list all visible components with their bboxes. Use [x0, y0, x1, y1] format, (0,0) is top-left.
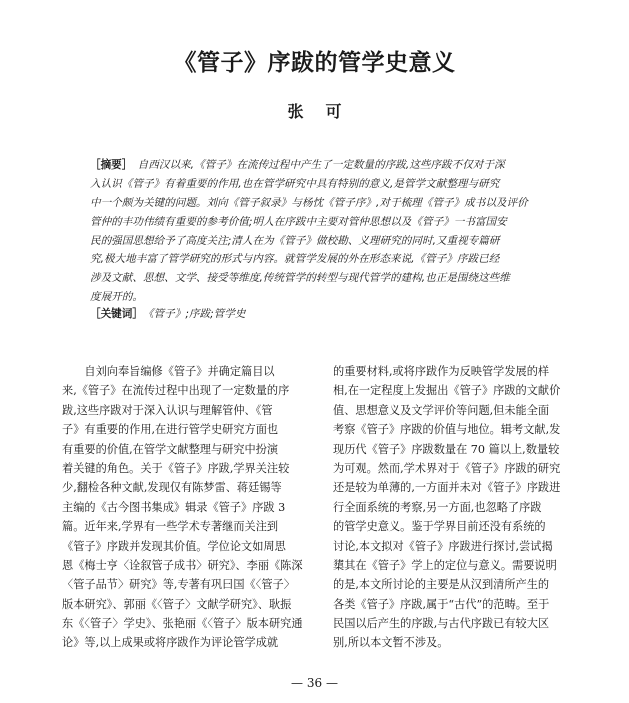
author-name	[0, 99, 629, 122]
body-line: 的重要材料,或将序跋作为反映管学发展的样	[333, 365, 550, 378]
article-title: 《管子》序跋的管学史意义	[173, 50, 456, 76]
abstract-line: 管仲的丰功伟绩有重要的参考价值;明人在序跋中主要对管仲思想以及《管子》一书富国安	[90, 215, 507, 228]
body-line: 〈管子品节〉研究》等,专著有巩曰国《〈管子〉	[62, 578, 295, 592]
body-column-right	[333, 362, 578, 653]
abstract-line: 中一个颇为关键的问题。刘向《管子叙录》与杨忱《管子序》,对于梳理《管子》成书以及评价	[90, 196, 528, 209]
author-surname: 张	[287, 102, 304, 121]
abstract-label: ［摘要］	[90, 159, 128, 171]
page-number: — 36 —	[291, 676, 338, 690]
body-line: 现历代《管子》序跋数量在 70 篇以上,数量较	[333, 442, 560, 456]
body-line: 民国以后产生的序跋,与古代序跋已有较大区	[333, 617, 550, 631]
body-line: 主编的《古今图书集成》辑录《管子》序跋 3	[62, 500, 286, 514]
abstract-line: ［摘要］ 自西汉以来,《管子》在流传过程中产生了一定数量的序跋,这些序跋不仅对于深	[90, 159, 505, 171]
body-line: 版本研究》、郭丽《〈管子〉文献学研究》、耿振	[62, 597, 292, 611]
body-line: 行全面系统的考察,另一方面,也忽略了序跋	[333, 500, 542, 514]
body-line: 的是,本文所讨论的主要是从汉到清所产生的	[333, 578, 550, 592]
abstract-line: 涉及文献、思想、文学、接受等维度,传统管学的转型与现代管学的建构,也正是围绕这些维	[90, 272, 510, 285]
body-line: 子》有重要的作用,在进行管学史研究方面也	[62, 423, 279, 437]
keywords-text: 《管子》;序跋;管学史	[148, 308, 246, 320]
body-line: 别,所以本文暂不涉及。	[333, 636, 449, 650]
body-line: 为可观。然而,学术界对于《管子》序跋的研究	[333, 461, 561, 475]
body-line: 各类《管子》序跋,属于“古代”的范畴。至于	[333, 597, 550, 611]
body-column-left	[62, 362, 307, 653]
body-line: 还是较为单薄的,一方面并未对《管子》序跋进	[333, 481, 561, 495]
body-line: 《管子》序跋并发现其价值。学位论文如周思	[62, 539, 286, 553]
body-line: 着关键的角色。关于《管子》序跋,学界关注较	[62, 461, 290, 475]
keywords	[90, 305, 568, 323]
keywords-label: ［关键词］	[90, 308, 138, 320]
body-line: 来,《管子》在流传过程中出现了一定数量的序	[62, 384, 290, 398]
abstract-line: 度展开的。	[90, 291, 143, 304]
body-line: 少,翻检各种文献,发现仅有陈梦雷、蒋廷锡等	[62, 481, 282, 495]
body-line: 有重要的价值,在管学文献整理与研究中扮演	[62, 442, 279, 456]
body-line: 论》等,以上成果或将序跋作为评论管学成就	[62, 636, 279, 650]
body-line: 东《〈管子〉学史》、张艳丽《〈管子〉版本研究通	[62, 617, 303, 631]
abstract-line: 民的强国思想给予了高度关注;清人在为《管子》做校勘、义理研究的同时,又重视专篇研	[90, 234, 500, 247]
abstract-line: 究,极大地丰富了管学研究的形式与内容。就管学发展的外在形态来说,《管子》序跋已经	[90, 253, 500, 266]
body-line: 值、思想意义及文学评价等问题,但未能全面	[333, 403, 550, 417]
body-line: 的管学史意义。鉴于学界目前还没有系统的	[333, 520, 546, 534]
body-line: 考察《管子》序跋的价值与地位。辑考文献,发	[333, 423, 561, 437]
body-line: 自刘向奉旨编修《管子》并确定篇目以	[62, 365, 275, 378]
abstract	[90, 156, 568, 307]
body-line: 跋,这些序跋对于深入认识与理解管仲、《管	[62, 403, 273, 417]
author-given-name: 可	[325, 102, 342, 121]
abstract-line: 入认识《管子》有着重要的作用,也在管学研究中具有特别的意义,是管学文献整理与研究	[90, 177, 500, 190]
body-line: 恩《梅士亨〈诠叙管子成书〉研究》、李丽《陈深	[62, 558, 303, 572]
body-line: 讨论,本文拟对《管子》序跋进行探讨,尝试揭	[333, 539, 553, 553]
body-line: 相,在一定程度上发掘出《管子》序跋的文献价	[333, 384, 561, 398]
body-line: 橥其在《管子》学上的定位与意义。需要说明	[333, 558, 557, 572]
body-line: 篇。近年来,学界有一些学术专著继而关注到	[62, 520, 279, 534]
